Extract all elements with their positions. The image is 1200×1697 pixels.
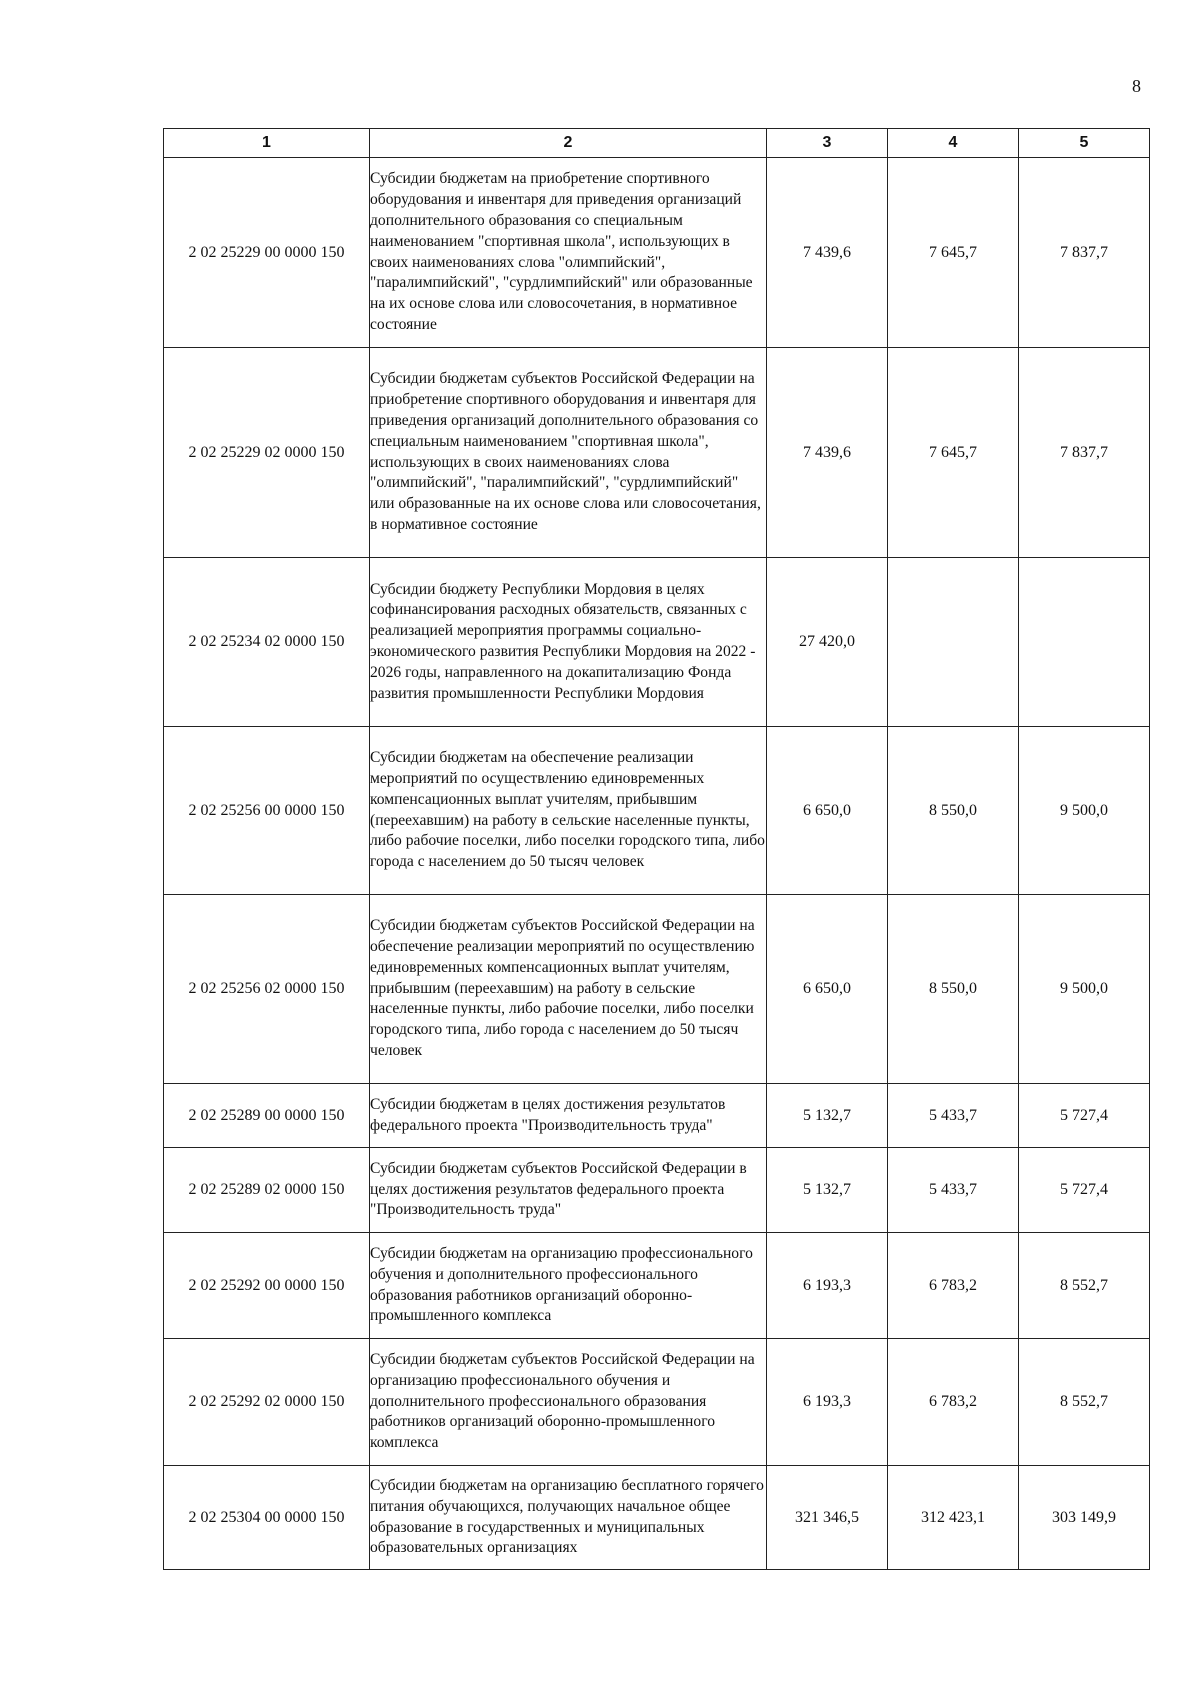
amount-cell: 8 550,0 (888, 895, 1019, 1084)
page-number: 8 (1132, 76, 1141, 96)
amount-cell: 5 132,7 (767, 1084, 888, 1148)
amount-cell: 5 727,4 (1019, 1084, 1150, 1148)
budget-code-cell: 2 02 25256 02 0000 150 (164, 895, 370, 1084)
table-row (164, 727, 1150, 895)
amount-cell: 6 783,2 (888, 1233, 1019, 1339)
amount-cell: 321 346,5 (767, 1466, 888, 1570)
amount-cell: 303 149,9 (1019, 1466, 1150, 1570)
column-header: 5 (1019, 129, 1150, 158)
amount-cell (888, 558, 1019, 727)
amount-cell: 6 193,3 (767, 1233, 888, 1339)
table-row (164, 1233, 1150, 1339)
amount-cell: 5 727,4 (1019, 1148, 1150, 1233)
description-cell: Субсидии бюджетам в целях достижения результатов федерального проекта "Производительность труда" (370, 1084, 767, 1148)
amount-cell: 7 645,7 (888, 348, 1019, 558)
table-row (164, 558, 1150, 727)
table-row (164, 1084, 1150, 1148)
budget-code-cell: 2 02 25229 02 0000 150 (164, 348, 370, 558)
budget-code-cell: 2 02 25256 00 0000 150 (164, 727, 370, 895)
amount-cell: 8 552,7 (1019, 1339, 1150, 1466)
table-row (164, 158, 1150, 348)
amount-cell: 7 837,7 (1019, 158, 1150, 348)
table-row (164, 348, 1150, 558)
amount-cell: 7 837,7 (1019, 348, 1150, 558)
description-cell: Субсидии бюджетам на обеспечение реализации мероприятий по осуществлению единовременных компенсационных выплат учителям, прибывшим (переехавшим) на работу в сельские населенные пункты, либо рабочие поселки, либо поселки городского типа, либо города с населением до 50 тысяч человек (370, 727, 767, 895)
amount-cell: 5 433,7 (888, 1084, 1019, 1148)
amount-cell: 9 500,0 (1019, 895, 1150, 1084)
amount-cell: 6 650,0 (767, 895, 888, 1084)
amount-cell: 8 550,0 (888, 727, 1019, 895)
amount-cell: 6 783,2 (888, 1339, 1019, 1466)
description-cell: Субсидии бюджету Республики Мордовия в целях софинансирования расходных обязательств, связанных с реализацией мероприятия программы социально-экономического развития Республики Мордовия на 2022 - 2026 годы, направленного на докапитализацию Фонда развития промышленности Республики Мордовия (370, 558, 767, 727)
column-header: 4 (888, 129, 1019, 158)
budget-code-cell: 2 02 25304 00 0000 150 (164, 1466, 370, 1570)
amount-cell: 312 423,1 (888, 1466, 1019, 1570)
table-header-row (164, 129, 1150, 158)
amount-cell: 7 439,6 (767, 158, 888, 348)
description-cell: Субсидии бюджетам субъектов Российской Федерации на приобретение спортивного оборудования и инвентаря для приведения организаций дополнительного образования со специальным наименованием "спортивная школа", использующих в своих наименованиях слова "олимпийский", "паралимпийский", "сурдлимпийский" или образованные на их основе слова или словосочетания, в нормативное состояние (370, 348, 767, 558)
table-row (164, 1466, 1150, 1570)
budget-code-cell: 2 02 25234 02 0000 150 (164, 558, 370, 727)
budget-code-cell: 2 02 25229 00 0000 150 (164, 158, 370, 348)
table-row (164, 1339, 1150, 1466)
description-cell: Субсидии бюджетам субъектов Российской Федерации на организацию профессионального обучения и дополнительного профессионального образования работников организаций оборонно-промышленного комплекса (370, 1339, 767, 1466)
budget-code-cell: 2 02 25292 02 0000 150 (164, 1339, 370, 1466)
budget-code-cell: 2 02 25289 02 0000 150 (164, 1148, 370, 1233)
amount-cell: 7 439,6 (767, 348, 888, 558)
description-cell: Субсидии бюджетам субъектов Российской Федерации в целях достижения результатов федерального проекта "Производительность труда" (370, 1148, 767, 1233)
amount-cell (1019, 558, 1150, 727)
budget-code-cell: 2 02 25292 00 0000 150 (164, 1233, 370, 1339)
amount-cell: 7 645,7 (888, 158, 1019, 348)
amount-cell: 9 500,0 (1019, 727, 1150, 895)
description-cell: Субсидии бюджетам на организацию профессионального обучения и дополнительного профессионального образования работников организаций оборонно-промышленного комплекса (370, 1233, 767, 1339)
amount-cell: 5 132,7 (767, 1148, 888, 1233)
amount-cell: 27 420,0 (767, 558, 888, 727)
description-cell: Субсидии бюджетам субъектов Российской Федерации на обеспечение реализации мероприятий по осуществлению единовременных компенсационных выплат учителям, прибывшим (переехавшим) на работу в сельские населенные пункты, либо рабочие поселки, либо поселки городского типа, либо города с населением до 50 тысяч человек (370, 895, 767, 1084)
amount-cell: 6 193,3 (767, 1339, 888, 1466)
description-cell: Субсидии бюджетам на приобретение спортивного оборудования и инвентаря для приведения организаций дополнительного образования со специальным наименованием "спортивная школа", использующих в своих наименованиях слова "олимпийский", "паралимпийский", "сурдлимпийский" или образованные на их основе слова или словосочетания, в нормативное состояние (370, 158, 767, 348)
description-cell: Субсидии бюджетам на организацию бесплатного горячего питания обучающихся, получающих начальное общее образование в государственных и муниципальных образовательных организациях (370, 1466, 767, 1570)
amount-cell: 5 433,7 (888, 1148, 1019, 1233)
budget-revenue-table (163, 128, 1150, 1570)
table-row (164, 1148, 1150, 1233)
amount-cell: 8 552,7 (1019, 1233, 1150, 1339)
table-row (164, 895, 1150, 1084)
amount-cell: 6 650,0 (767, 727, 888, 895)
column-header: 3 (767, 129, 888, 158)
budget-code-cell: 2 02 25289 00 0000 150 (164, 1084, 370, 1148)
column-header: 1 (164, 129, 370, 158)
column-header: 2 (370, 129, 767, 158)
